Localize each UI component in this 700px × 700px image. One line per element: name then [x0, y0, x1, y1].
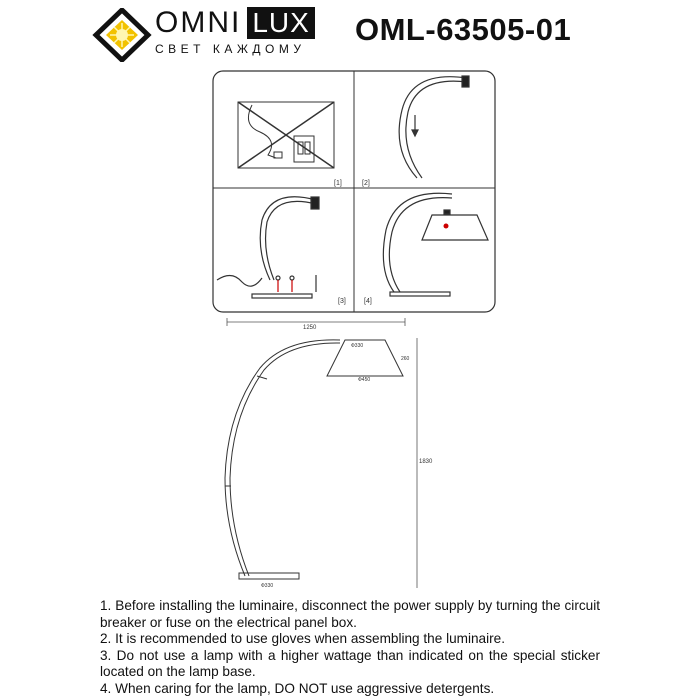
note-1: 1. Before installing the luminaire, disconnect the power supply by turning the circuit breaker or fuse on the electrical panel box.: [100, 598, 600, 630]
brand-block: [155, 6, 315, 56]
base-diameter: Ф330: [261, 583, 274, 588]
shade-top-diameter: Ф330: [351, 343, 364, 349]
floor-lamp-outline: [225, 340, 403, 579]
diamond-sun-logo-icon: [92, 8, 152, 62]
shade-height-dimension: 260: [401, 356, 410, 362]
note-4: 4. When caring for the lamp, DO NOT use aggressive detergents.: [100, 680, 495, 696]
width-dimension: 1250: [303, 325, 317, 331]
dimension-drawing: [205, 318, 495, 588]
step-4-label: [4]: [364, 298, 372, 305]
brand-name-lux: LUX: [247, 7, 314, 39]
shade-bottom-diameter: Ф450: [358, 377, 371, 383]
note-2: 2. It is recommended to use gloves when assembling the luminaire.: [100, 631, 505, 646]
step-2-label: [2]: [362, 180, 370, 187]
safety-notes: [100, 598, 600, 697]
assembly-steps-panel: [212, 70, 496, 313]
note-3: 3. Do not use a lamp with a higher wattage than indicated on the special sticker located on the lamp base.: [100, 647, 600, 679]
height-dimension: 1830: [419, 459, 433, 465]
step-3-label: [3]: [338, 298, 346, 305]
brand-name-omni: OMNI: [155, 6, 242, 39]
step-1-label: [1]: [334, 180, 342, 187]
model-number: OML-63505-01: [355, 12, 572, 47]
brand-tagline: СВЕТ КАЖДОМУ: [155, 42, 306, 56]
